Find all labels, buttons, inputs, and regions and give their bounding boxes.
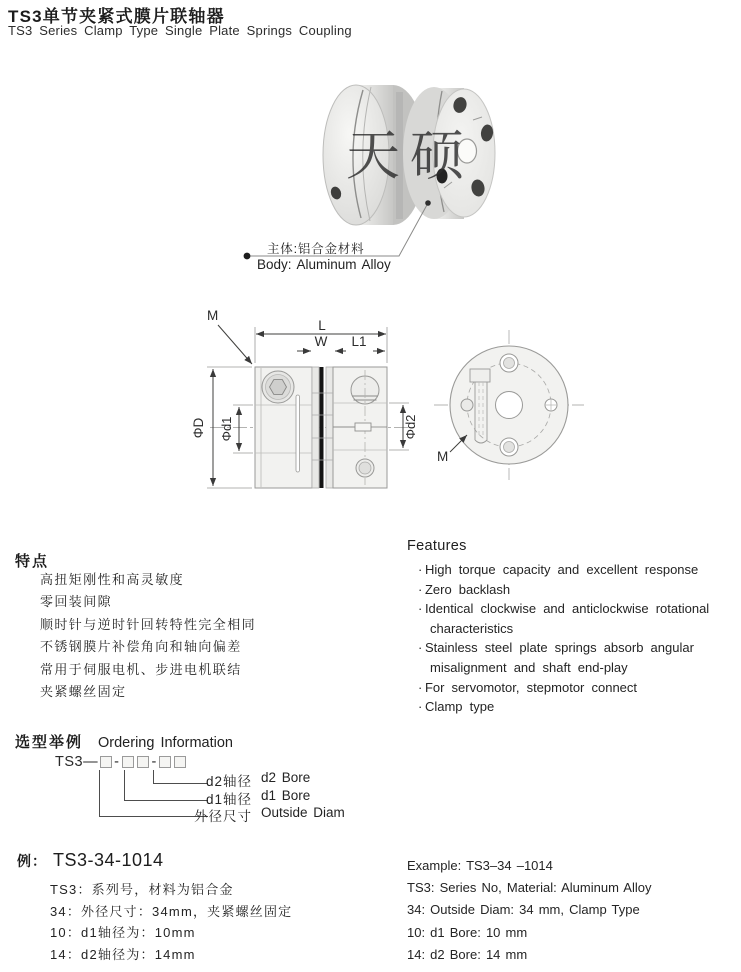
dim-label-d1: Φd1 — [219, 416, 234, 442]
example-line-en: 34: Outside Diam: 34 mm, Clamp Type — [407, 902, 640, 918]
feature-item-en: · For servomotor, stepmotor connect — [418, 678, 740, 698]
features-list-zh — [40, 569, 256, 703]
code-separator: - — [114, 754, 120, 770]
code-separator: - — [151, 754, 157, 770]
dim-label-m-side: M — [207, 308, 219, 323]
example-line-zh: TS3：系列号，材料为铝合金 — [50, 882, 234, 897]
side-view — [191, 308, 418, 488]
ordering-heading — [15, 731, 233, 752]
ordering-row-label-en: d2 Bore — [261, 770, 311, 785]
example-line-en: 10: d1 Bore: 10 mm — [407, 924, 528, 940]
ordering-heading-zh: 选型举例 — [15, 734, 84, 751]
dim-label-m-front: M — [437, 449, 449, 464]
ordering-heading-en: Ordering Information — [98, 735, 233, 751]
ordering-row-label-en: d1 Bore — [261, 788, 311, 803]
features-heading-en: Features — [407, 538, 467, 554]
callout-label-en: Body: Aluminum Alloy — [257, 257, 391, 272]
example-line-en: 14: d2 Bore: 14 mm — [407, 946, 528, 962]
feature-item-zh: 零回装间隙 — [40, 594, 113, 610]
example-line-en: Example: TS3–34 –1014 — [407, 858, 553, 873]
feature-item-en: · Zero backlash — [418, 580, 740, 600]
ordering-code-row — [55, 754, 188, 770]
technical-drawing — [150, 290, 620, 525]
feature-item-zh: 顺时针与逆时针回转特性完全相同 — [40, 616, 257, 632]
ordering-row-label-en: Outside Diam — [261, 805, 345, 820]
example-lines-zh — [50, 879, 292, 965]
diaphragm-plate — [320, 367, 324, 488]
watermark-text: 天硕 — [346, 126, 474, 186]
hex-socket-screw — [262, 371, 294, 403]
bolt-hole-top — [500, 354, 518, 372]
feature-item-zh: 常用于伺服电机、步进电机联结 — [40, 661, 242, 677]
feature-item-en: · High torque capacity and excellent response — [418, 560, 740, 580]
example-lines-en — [407, 855, 651, 966]
feature-item-en: · Clamp type — [418, 697, 740, 717]
front-view — [434, 330, 584, 480]
dim-label-d: ΦD — [191, 417, 206, 439]
page-subtitle: TS3 Series Clamp Type Single Plate Springs Coupling — [8, 23, 352, 38]
dim-label-l: L — [318, 318, 326, 333]
feature-item-en: · Identical clockwise and anticlockwise rotational characteristics — [418, 599, 740, 638]
callout-bullet-dot — [244, 253, 251, 260]
example-code: TS3-34-1014 — [53, 850, 164, 870]
example-heading-zh — [17, 850, 164, 871]
example-line-zh: 34：外径尺寸：34mm，夹紧螺丝固定 — [50, 903, 293, 919]
bolt-hole-right — [545, 399, 557, 411]
callout-label-zh: 主体:铝合金材料 — [267, 242, 365, 256]
code-prefix: TS3— — [55, 754, 99, 770]
page-title: TS3单节夹紧式膜片联轴器 — [8, 7, 225, 26]
feature-item-zh: 高扭矩刚性和高灵敏度 — [40, 572, 185, 587]
code-box — [122, 756, 134, 768]
code-box — [100, 756, 112, 768]
dim-label-d2: Φd2 — [403, 414, 418, 440]
example-line-en: TS3: Series No, Material: Aluminum Alloy — [407, 880, 652, 896]
features-heading-zh: 特点 — [15, 553, 50, 570]
code-box — [137, 756, 149, 768]
feature-item-zh: 夹紧螺丝固定 — [40, 684, 127, 700]
clamp-slit — [296, 395, 300, 472]
callout-target-dot — [425, 200, 431, 206]
code-box — [174, 756, 186, 768]
ordering-row-label-zh: d2轴径 — [205, 774, 252, 789]
dim-label-l1: L1 — [351, 334, 367, 349]
ordering-row-label-zh: d1轴径 — [205, 792, 252, 807]
feature-item-en: · Stainless steel plate springs absorb angular misalignment and shaft end-play — [418, 638, 740, 677]
dim-label-w: W — [314, 334, 328, 349]
ordering-row-outside-diam — [100, 805, 345, 825]
bolt-hole-bottom — [500, 438, 518, 456]
example-label-zh: 例： — [17, 853, 47, 869]
feature-item-zh: 不锈钢膜片补偿角向和轴向偏差 — [40, 639, 242, 655]
example-line-zh: 14：d2轴径为：14mm — [50, 946, 196, 962]
features-list-en — [418, 560, 740, 717]
ordering-row-label-zh: 外径尺寸 — [194, 809, 252, 824]
code-box — [159, 756, 171, 768]
ordering-row-d2 — [100, 770, 310, 790]
bolt-hole-left — [461, 399, 473, 411]
example-line-zh: 10：d1轴径为：10mm — [50, 925, 196, 941]
